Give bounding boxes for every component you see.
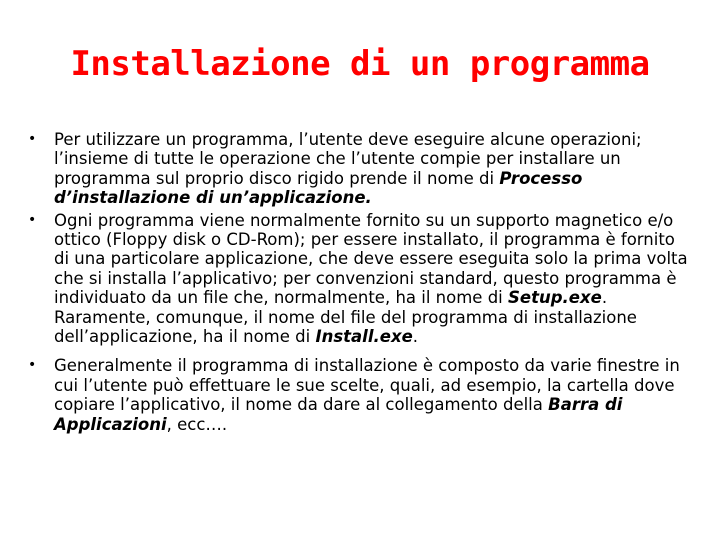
emphasis-term: Install.exe [315,327,413,347]
bullet-list [28,130,694,437]
bullet-item-process [28,130,694,208]
bullet-text: . Raramente, comunque, il nome del file del programma di installazione dell’applicazione, ha il nome di [54,288,637,347]
bullet-item-setup [28,211,694,347]
bullet-dot-icon: • [28,357,37,374]
slide-title: Installazione di un programma [70,44,650,84]
emphasis-term: Barra di Applicazioni [54,395,623,434]
bullet-dot-icon: • [28,131,37,147]
bullet-text: Generalmente il programma di installazione è composto da varie finestre in cui l’utente può effettuare le sue scelte, quali, ad esempio, la cartella dove copiare l’applicativo, il nome da dare al collegamento della [54,356,680,415]
bullet-text: Ogni programma viene normalmente fornito su un supporto magnetico e/o ottico (Floppy disk o CD-Rom); per essere installato, il programma è fornito di una particolare applicazione, che deve essere eseguita solo la prima volta che si installa l’applicativo; per convenzioni standard, questo programma è individuato da un file che, normalmente, ha il nome di [54,210,688,308]
bullet-text: , ecc…. [166,414,228,434]
bullet-text: . [412,327,419,347]
bullet-dot-icon: • [28,211,37,228]
emphasis-term: Processo d’installazione di un’applicazione. [54,168,583,208]
emphasis-term: Setup.exe [508,288,602,308]
bullet-item-installer-windows [28,356,694,434]
bullet-text: Per utilizzare un programma, l’utente deve eseguire alcune operazioni; l’insieme di tutte le operazione che l’utente compie per installare un programma sul proprio disco rigido prende il nome di [54,130,642,188]
